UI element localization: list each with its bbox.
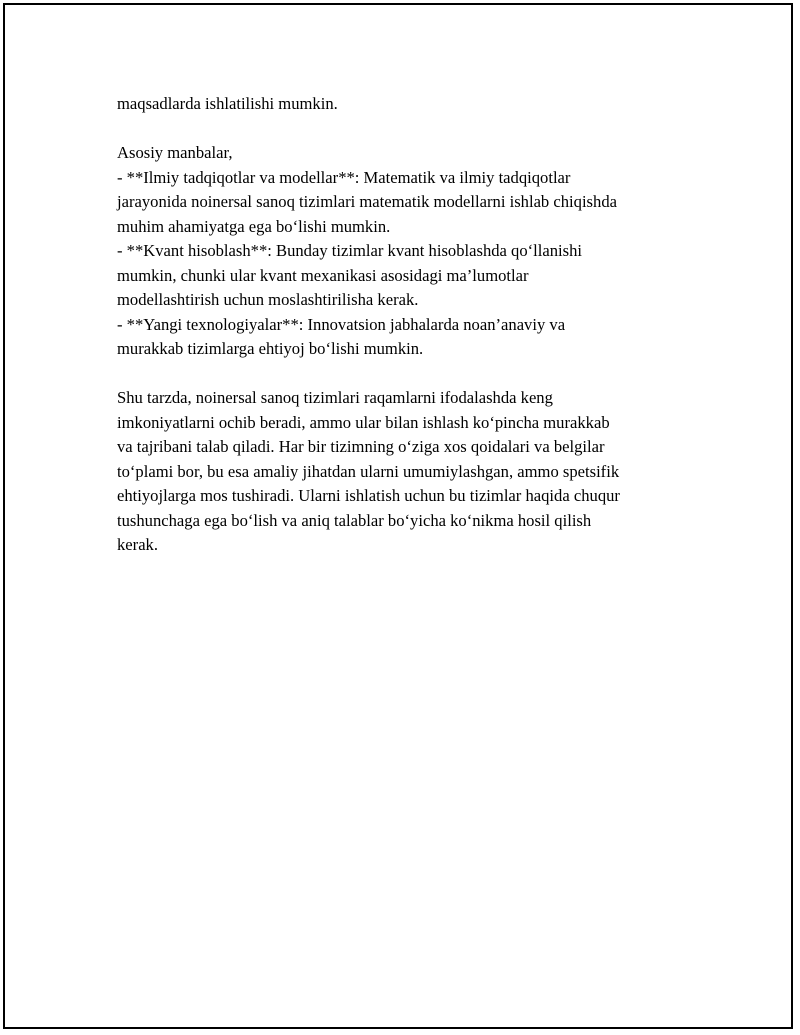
paragraph-gap <box>117 117 697 142</box>
text-line: ehtiyojlarga mos tushiradi. Ularni ishlatish uchun bu tizimlar haqida chuqur <box>117 486 620 505</box>
text-line: imkoniyatlarni ochib beradi, ammo ular bilan ishlash ko‘pincha murakkab <box>117 412 610 432</box>
paragraph-main-sources <box>117 141 697 362</box>
paragraph-gap <box>117 362 697 387</box>
text-line: va tajribani talab qiladi. Har bir tizimning o‘ziga xos qoidalari va belgilar <box>117 437 605 456</box>
text-line: muhim ahamiyatga ega bo‘lishi mumkin. <box>117 216 391 236</box>
text-line: Asosiy manbalar, <box>117 143 233 162</box>
text-line: - **Kvant hisoblash**: Bunday tizimlar kvant hisoblashda qo‘llanishi <box>117 241 583 260</box>
text-line: mumkin, chunki ular kvant mexanikasi asosidagi ma’lumotlar <box>117 265 529 285</box>
text-line: to‘plami bor, bu esa amaliy jihatdan ularni umumiylashgan, ammo spetsifik <box>117 461 620 481</box>
text-line: tushunchaga ega bo‘lish va aniq talablar bo‘yicha ko‘nikma hosil qilish <box>117 510 592 530</box>
text-line: modellashtirish uchun moslashtirilisha kerak. <box>117 290 419 309</box>
text-line: - **Ilmiy tadqiqotlar va modellar**: Matematik va ilmiy tadqiqotlar <box>117 167 571 187</box>
paragraph-intro-continuation <box>117 92 697 117</box>
text-line: maqsadlarda ishlatilishi mumkin. <box>117 94 338 113</box>
paragraph-conclusion <box>117 386 697 558</box>
text-line: jarayonida noinersal sanoq tizimlari matematik modellarni ishlab chiqishda <box>117 192 617 211</box>
text-line: Shu tarzda, noinersal sanoq tizimlari raqamlarni ifodalashda keng <box>117 388 553 407</box>
text-line: kerak. <box>117 535 158 554</box>
text-line: - **Yangi texnologiyalar**: Innovatsion jabhalarda noan’anaviy va <box>117 314 566 334</box>
text-line: murakkab tizimlarga ehtiyoj bo‘lishi mumkin. <box>117 339 424 358</box>
document-body <box>117 92 697 558</box>
